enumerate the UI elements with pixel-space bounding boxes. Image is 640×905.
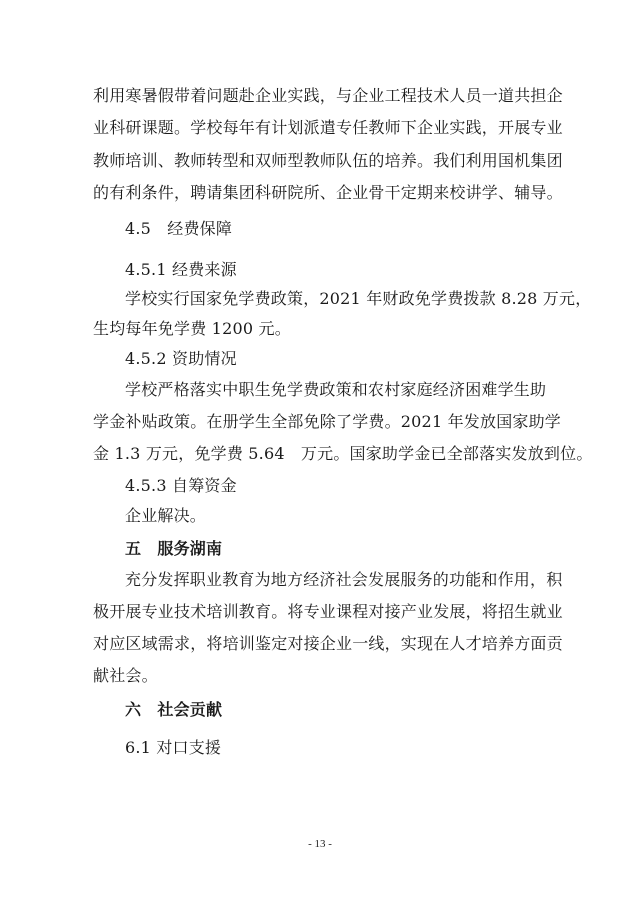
section-heading-4-5: 4.5 经费保障: [125, 219, 233, 238]
paragraph-line: 极开展专业技术培训教育。将专业课程对接产业发展，将招生就业: [93, 602, 563, 621]
paragraph-line: 学金补贴政策。在册学生全部免除了学费。2021 年发放国家助学: [93, 412, 562, 431]
subsection-heading-4-5-1: 4.5.1 经费来源: [125, 260, 237, 279]
paragraph-line: 金 1.3 万元，免学费 5.64 万元。国家助学金已全部落实发放到位。: [93, 444, 593, 463]
chapter-heading-5: 五 服务湖南: [125, 539, 223, 558]
paragraph-line: 企业解决。: [125, 506, 207, 525]
paragraph-line: 生均每年免学费 1200 元。: [93, 319, 291, 338]
chapter-heading-6: 六 社会贡献: [125, 700, 223, 719]
page-number: - 13 -: [308, 838, 332, 850]
paragraph-line: 献社会。: [93, 666, 158, 685]
subsection-heading-4-5-2: 4.5.2 资助情况: [125, 349, 237, 368]
paragraph-line: 教师培训、教师转型和双师型教师队伍的培养。我们利用国机集团: [93, 151, 563, 170]
paragraph-line: 学校实行国家免学费政策，2021 年财政免学费拨款 8.28 万元，: [125, 289, 592, 308]
paragraph-line: 充分发挥职业教育为地方经济社会发展服务的功能和作用，积: [125, 570, 563, 589]
paragraph-line: 学校严格落实中职生免学费政策和农村家庭经济困难学生助: [125, 380, 547, 399]
subsection-heading-4-5-3: 4.5.3 自筹资金: [125, 476, 237, 495]
paragraph-line: 利用寒暑假带着问题赴企业实践，与企业工程技术人员一道共担企: [93, 86, 563, 105]
paragraph-line: 业科研课题。学校每年有计划派遣专任教师下企业实践，开展专业: [93, 118, 563, 137]
paragraph-line: 对应区域需求，将培训鉴定对接企业一线，实现在人才培养方面贡: [93, 634, 563, 653]
paragraph-line: 的有利条件，聘请集团科研院所、企业骨干定期来校讲学、辅导。: [93, 183, 563, 202]
subsection-heading-6-1: 6.1 对口支援: [125, 738, 222, 757]
